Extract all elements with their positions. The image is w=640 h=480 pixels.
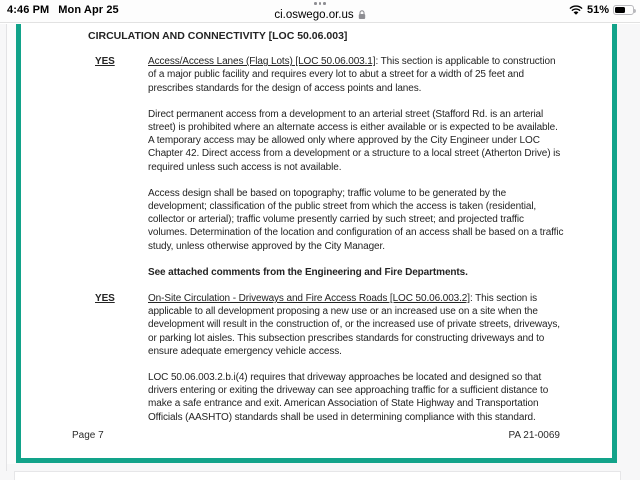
viewer-left-gutter — [7, 24, 16, 464]
criteria-bold-note: See attached comments from the Engineering and Fire Departments. — [148, 266, 468, 278]
viewer-left-hairline — [6, 24, 7, 471]
answer-label: YES — [95, 293, 115, 305]
criteria-body — [148, 55, 564, 292]
criteria-intro-text: : This section is applicable to construction of a major public facility and requires every lot to abut a street for a width of 25 feet and prescribes standards for the design of access points and lanes. — [148, 56, 556, 94]
wifi-icon — [569, 5, 583, 16]
criteria-paragraph: Direct permanent access from a development to an arterial street (Stafford Rd. is an arterial street) is prohibited where an alternate access is either available or is expected to be available. A temporary access may be allowed only where approved by the City Engineer under LOC Chapter 42. Direct access from a development or a structure to a local street (Atherton Drive) is required unless such access is not available. — [148, 108, 561, 173]
criteria-body — [148, 292, 564, 437]
status-indicators — [569, 4, 634, 16]
criteria-row — [95, 292, 612, 437]
criteria-intro-text: : This section is applicable to all development proposing a new use or an increased use on a site when the development will result in the construction of, or the increased use of private streets, driveways, or parking lot aisles. This subsection prescribes standards for constructing driveways and to ensure adequate emergency vehicle access. — [148, 293, 560, 357]
criteria-paragraph: LOC 50.06.003.2.b.i(4) requires that driveway approaches be located and designed so that drivers entering or exiting the driveway can see approaching traffic for a sufficient distance to make a safe entrance and exit. American Association of State Highway and Transportation Officials (AASHTO) standards shall be used in determining compliance with this standard. — [148, 372, 549, 423]
document-content — [21, 24, 612, 437]
lock-icon — [358, 10, 366, 20]
next-pdf-page — [14, 471, 621, 480]
battery-percent: 51% — [586, 4, 609, 16]
address-url[interactable]: ci.oswego.or.us — [274, 9, 354, 21]
pdf-viewer-scroll-area[interactable] — [0, 24, 640, 480]
criteria-intro — [148, 55, 564, 95]
criteria-paragraph: Access design shall be based on topography; traffic volume to be generated by the development; classification of the public street from which the access is taken (residential, collector or arterial); traffic volume presently carried by such street; and projected traffic volumes. Determination of the location and configuration of an access shall be based on a traffic study, unless otherwise approved by the City Manager. — [148, 187, 564, 252]
criteria-title: Access/Access Lanes (Flag Lots) [LOC 50.06.003.1] — [148, 56, 376, 68]
criteria-intro — [148, 292, 564, 358]
criteria-title: On-Site Circulation - Driveways and Fire Access Roads [LOC 50.06.003.2] — [148, 293, 470, 305]
multitask-dots-icon[interactable] — [0, 2, 640, 5]
status-time: 4:46 PM — [7, 4, 50, 16]
page-number-label: Page 7 — [72, 430, 104, 441]
status-date: Mon Apr 25 — [58, 4, 119, 16]
battery-icon — [613, 5, 634, 16]
pdf-page — [16, 24, 617, 463]
criteria-row — [95, 55, 612, 292]
section-heading: CIRCULATION AND CONNECTIVITY [LOC 50.06.003] — [88, 30, 348, 42]
case-number-label: PA 21-0069 — [508, 430, 560, 441]
status-bar — [0, 0, 640, 23]
answer-label: YES — [95, 56, 115, 68]
address-bar[interactable] — [0, 9, 640, 21]
